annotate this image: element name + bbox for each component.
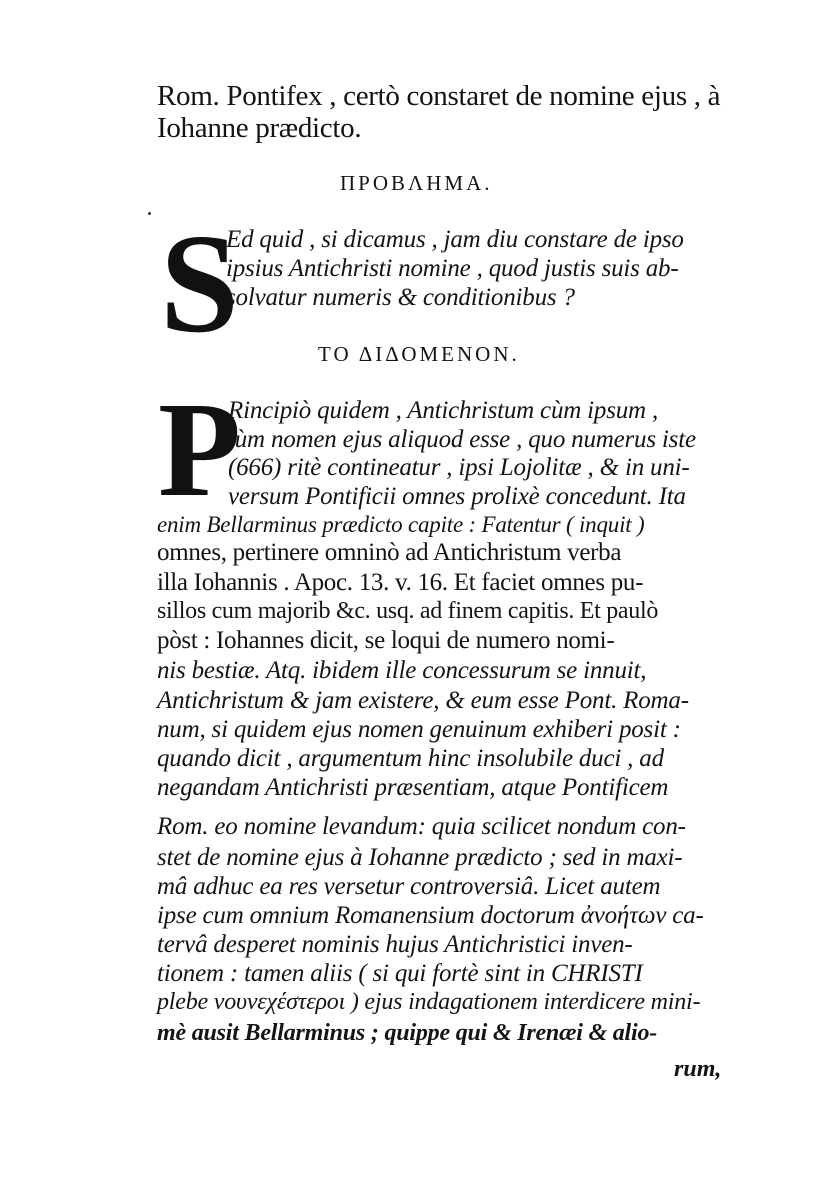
body-line: ipse cum omnium Romanensium doctorum ἀνοήτων ca- bbox=[157, 902, 704, 929]
drop-cap-s: S bbox=[160, 204, 239, 362]
body-line: pòst : Iohannes dicit, se loqui de numero nomi- bbox=[157, 627, 615, 654]
body-line: Rincipiò quidem , Antichristum cùm ipsum , bbox=[228, 397, 658, 424]
intro-line-2: Iohanne prædicto. bbox=[157, 112, 362, 144]
body-line: quando dicit , argumentum hinc insolubile duci , ad bbox=[157, 745, 664, 772]
body-line: stet de nomine ejus à Iohanne prædicto ; sed in maxi- bbox=[157, 844, 683, 871]
body-line: enim Bellarminus prædicto capite : Fatentur ( inquit ) bbox=[157, 512, 645, 537]
body-line: mè ausit Bellarminus ; quippe qui & Irenæi & alio- bbox=[157, 1020, 658, 1046]
scan-speck bbox=[148, 212, 151, 215]
body-line: num, si quidem ejus nomen genuinum exhiberi posit : bbox=[157, 716, 681, 743]
catchword: rum, bbox=[674, 1056, 722, 1082]
body-line: plebe νουνεχέστεροι ) ejus indagationem interdicere mini- bbox=[157, 989, 701, 1015]
section-heading-didomenon: ΤΟ ΔΙΔΟΜΕΝΟΝ. bbox=[318, 342, 520, 366]
body-line: versum Pontificii omnes prolixè concedunt. Ita bbox=[228, 483, 686, 510]
body-line: tervâ desperet nominis hujus Antichristici inven- bbox=[157, 931, 633, 958]
intro-line-1: Rom. Pontifex , certò constaret de nomine ejus , à bbox=[157, 80, 721, 112]
body-line: negandam Antichristi præsentiam, atque Pontificem bbox=[157, 774, 669, 801]
problema-line: Ed quid , si dicamus , jam diu constare de ipso bbox=[226, 226, 684, 253]
drop-cap-p: P bbox=[158, 375, 242, 525]
problema-line: ipsius Antichristi nomine , quod justis suis ab- bbox=[226, 255, 679, 282]
body-line: (666) ritè contineatur , ipsi Lojolitæ , & in uni- bbox=[228, 454, 690, 481]
body-line: sillos cum majorib &c. usq. ad finem capitis. Et paulò bbox=[157, 598, 659, 624]
section-heading-problema: ΠΡΟΒΛΗΜΑ. bbox=[340, 171, 493, 195]
body-line: illa Iohannis . Apoc. 13. v. 16. Et faciet omnes pu- bbox=[157, 569, 644, 596]
body-line: nis bestiæ. Atq. ibidem ille concessurum se innuit, bbox=[157, 657, 647, 684]
problema-line: solvatur numeris & conditionibus ? bbox=[226, 284, 575, 311]
body-line: mâ adhuc ea res versetur controversiâ. Licet autem bbox=[157, 873, 661, 900]
body-line: Antichristum & jam existere, & eum esse Pont. Roma- bbox=[157, 687, 689, 714]
body-line: tùm nomen ejus aliquod esse , quo numerus iste bbox=[228, 426, 696, 453]
body-line: omnes, pertinere omninò ad Antichristum verba bbox=[157, 539, 622, 566]
body-line: tionem : tamen aliis ( si qui fortè sint in CHRISTI bbox=[157, 960, 643, 987]
body-line: Rom. eo nomine levandum: quia scilicet nondum con- bbox=[157, 813, 686, 840]
